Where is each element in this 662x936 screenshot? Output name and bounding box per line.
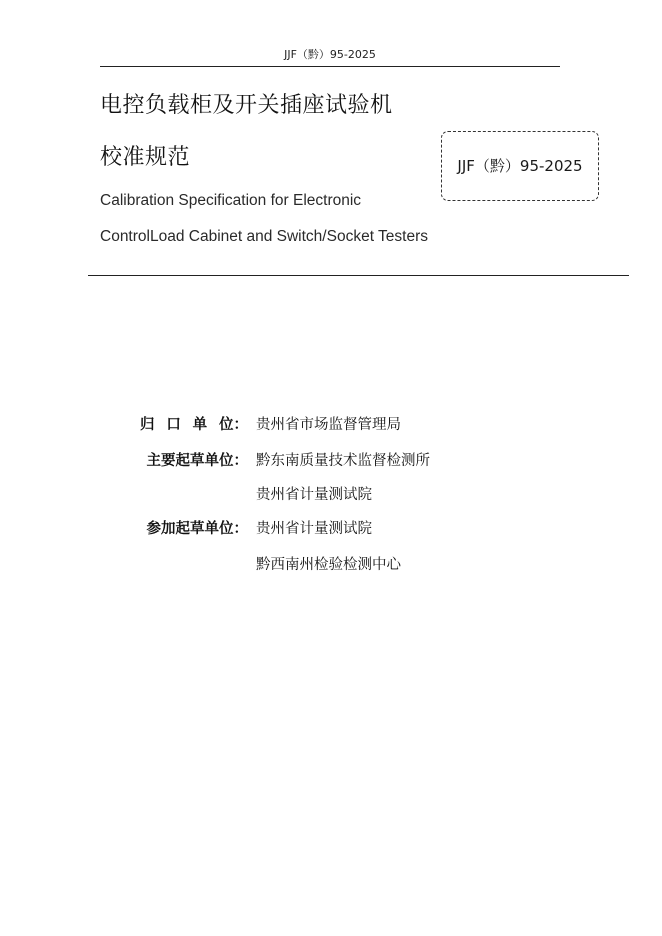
participating-drafting-unit-value-2: 黔西南州检验检测中心 — [256, 557, 401, 573]
standard-code-box-text: JJF（黔）95-2025 — [457, 157, 583, 175]
english-title-line-2: ControlLoad Cabinet and Switch/Socket Testers — [100, 228, 428, 245]
document-title-line-2: 校准规范 — [100, 145, 191, 170]
gui-kou-label-char: 口 — [166, 417, 181, 433]
header-standard-code: JJF（黔）95-2025 — [284, 48, 376, 61]
english-title-line-1: Calibration Specification for Electronic — [100, 192, 362, 209]
gui-kou-label-char: 位： — [218, 417, 248, 433]
header-divider — [100, 66, 560, 67]
main-drafting-unit-value-1: 黔东南质量技术监督检测所 — [256, 453, 430, 469]
participating-drafting-unit-value-1: 贵州省计量测试院 — [256, 521, 372, 537]
document-title-line-1: 电控负载柜及开关插座试验机 — [100, 93, 393, 118]
participating-drafting-unit-label: 参加起草单位： — [146, 521, 248, 537]
title-divider — [88, 275, 629, 276]
gui-kou-unit-value: 贵州省市场监督管理局 — [256, 417, 401, 433]
gui-kou-label-char: 归 — [140, 417, 155, 433]
main-drafting-unit-value-2: 贵州省计量测试院 — [256, 487, 372, 503]
standard-code-box — [441, 131, 599, 201]
main-drafting-unit-label: 主要起草单位： — [146, 453, 248, 469]
gui-kou-unit-label — [140, 415, 248, 435]
gui-kou-label-char: 单 — [192, 417, 208, 433]
